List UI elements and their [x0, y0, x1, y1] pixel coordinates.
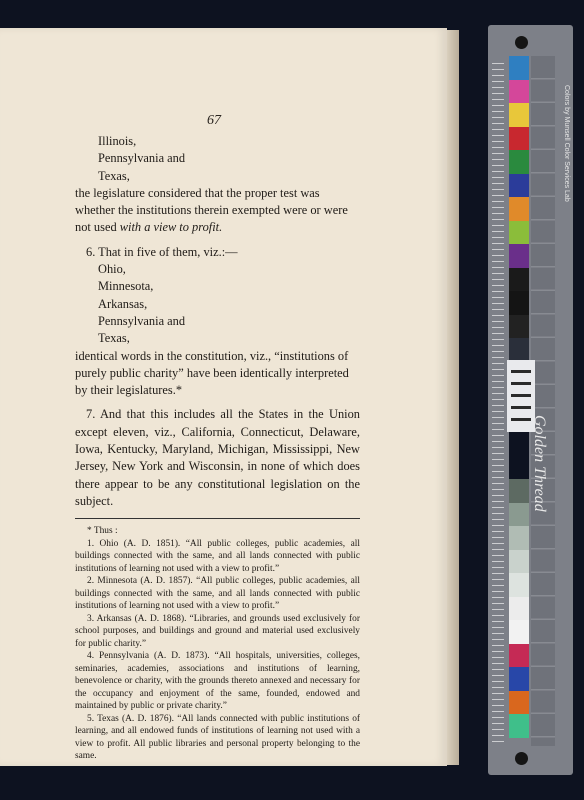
golden-thread-logo: Golden Thread: [531, 415, 548, 512]
color-swatch: [509, 526, 529, 550]
color-swatch: [509, 197, 529, 221]
color-swatch: [509, 620, 529, 644]
state-line: Arkansas,: [98, 296, 148, 311]
state-line: Pennsylvania and: [98, 151, 186, 166]
page-body: [75, 133, 360, 763]
footnote-item: 4. Pennsylvania (A. D. 1873). “All hospitals, universities, colleges, seminaries, academies, associations and institutions of learning, benevolence or charity, with the grounds thereto annexed and necessary for the occupancy and enjoyment of the same, founded, endowed and maintained by public or private charity.”: [75, 651, 360, 712]
color-swatch: [509, 714, 529, 738]
footnote-item: 3. Arkansas (A. D. 1868). “Libraries, and grounds used exclusively for school purposes, and buildings and ground and material used exclusively for public charity.”: [75, 613, 360, 649]
footnote-item: 1. Ohio (A. D. 1851). “All public colleges, public academies, all buildings connected with the same, and all lands connected with public institutions of learning not used with a view to profit.”: [75, 538, 360, 574]
color-swatch: [509, 80, 529, 104]
color-swatch: [509, 432, 529, 456]
state-line: Ohio,: [98, 262, 126, 277]
footnote-rule: [75, 518, 360, 519]
color-swatch: [509, 644, 529, 668]
state-line: Minnesota,: [98, 279, 154, 294]
color-swatch: [509, 150, 529, 174]
state-line: Pennsylvania and: [98, 313, 186, 328]
footnote-item: 5. Texas (A. D. 1876). “All lands connected with public institutions of learning, and all endowed funds of institutions of learning not used with a view to profit. All public libraries and personal property belonging to the same.: [75, 713, 360, 762]
color-swatch: [509, 338, 529, 362]
color-swatch: [509, 456, 529, 480]
color-swatch: [509, 221, 529, 245]
item-7-paragraph: 7. And that this includes all the States in the Union except eleven, viz., California, Connecticut, Delaware, Iowa, Kentucky, Maryland, Michigan, Mississippi, New Jersey, New York and Wisconsin, in none of which does there appear to be any constitutional legislation on the subject.: [75, 407, 360, 508]
color-swatch: [509, 103, 529, 127]
footnotes: [75, 525, 360, 763]
legislature-paragraph: the legislature considered that the proper test was whether the institutions therein exempted were or were not used with a view to profit.: [75, 185, 348, 235]
color-swatch: [509, 573, 529, 597]
color-swatch: [509, 479, 529, 503]
state-line: Texas,: [98, 168, 130, 183]
footnote-lead: * Thus :: [87, 526, 118, 537]
color-swatch: [509, 174, 529, 198]
page-number: 67: [207, 113, 221, 128]
brand-text: Colors by Munsell Color Services Lab: [563, 85, 570, 202]
color-swatch: [509, 56, 529, 80]
color-swatch: [509, 268, 529, 292]
item-6-tail: identical words in the constitution, viz., “institutions of purely public charity” have been identically interpreted by their legislatures.*: [75, 348, 349, 398]
color-swatch: [509, 315, 529, 339]
color-swatch: [509, 244, 529, 268]
state-line: Illinois,: [98, 134, 137, 148]
color-swatch: [509, 127, 529, 151]
color-swatch: [509, 597, 529, 621]
color-swatch: [509, 667, 529, 691]
state-line: Texas,: [98, 331, 130, 346]
color-calibration-target: [488, 25, 573, 775]
color-swatch: [509, 503, 529, 527]
color-swatch: [509, 291, 529, 315]
italic-phrase: with a view to profit.: [119, 220, 223, 235]
punch-hole: [515, 36, 528, 49]
punch-hole: [515, 752, 528, 765]
item-6-lead: 6. That in five of them, viz.:—: [86, 244, 238, 259]
color-swatch: [509, 550, 529, 574]
color-swatch: [509, 691, 529, 715]
ruler-scale: [492, 63, 504, 743]
footnote-item: 2. Minnesota (A. D. 1857). “All public colleges, public academies, all buildings connected with the same, and all lands connected with public institutions of learning not used with a view to profit.”: [75, 576, 360, 612]
page-edge: [447, 30, 459, 765]
